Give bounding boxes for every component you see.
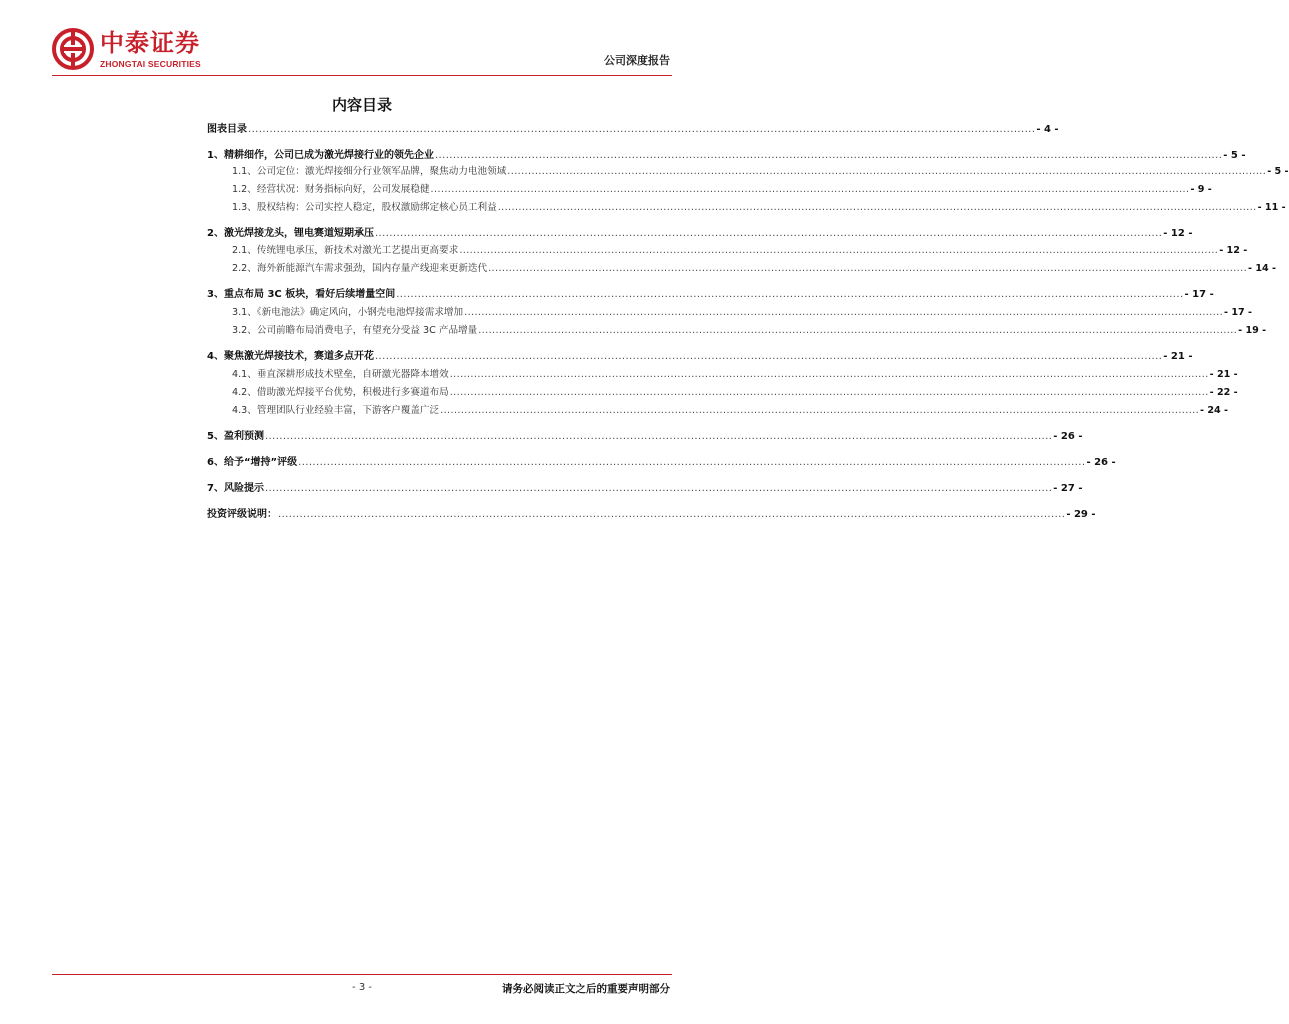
toc-entry[interactable] bbox=[207, 201, 1286, 215]
toc-dot-leader: ............................................................................................................................................................................................................................ bbox=[478, 325, 1238, 336]
toc-entry-page: - 22 - bbox=[1209, 387, 1238, 398]
toc-dot-leader: ............................................................................................................................................................................................................................ bbox=[430, 184, 1190, 195]
toc-entry-page: - 4 - bbox=[1036, 124, 1059, 135]
toc-entry-page: - 26 - bbox=[1086, 457, 1116, 468]
toc-entry-title: 1、精耕细作，公司已成为激光焊接行业的领先企业 bbox=[207, 150, 434, 161]
toc-dot-leader: ............................................................................................................................................................................................................................ bbox=[440, 405, 1200, 416]
zhongtai-logo bbox=[52, 28, 242, 72]
toc-dot-leader: ............................................................................................................................................................................................................................ bbox=[449, 387, 1209, 398]
toc-dot-leader: ............................................................................................................................................................................................................................ bbox=[434, 150, 1223, 161]
toc-entry[interactable] bbox=[207, 288, 1214, 302]
page-number: - 3 - bbox=[352, 982, 372, 993]
toc-entry-title: 1.3、股权结构：公司实控人稳定，股权激励绑定核心员工利益 bbox=[232, 202, 497, 213]
toc-entry-title: 2.1、传统锂电承压，新技术对激光工艺提出更高要求 bbox=[232, 245, 459, 256]
toc-entry-page: - 17 - bbox=[1184, 289, 1214, 300]
toc-entry-page: - 12 - bbox=[1219, 245, 1248, 256]
page-header bbox=[0, 0, 724, 80]
toc-dot-leader: ............................................................................................................................................................................................................................ bbox=[497, 202, 1257, 213]
toc-entry-page: - 26 - bbox=[1053, 431, 1083, 442]
toc-entry-page: - 11 - bbox=[1257, 202, 1286, 213]
logo-chinese-name: 中泰证券 bbox=[100, 29, 200, 57]
toc-entry-title: 2、激光焊接龙头，锂电赛道短期承压 bbox=[207, 228, 374, 239]
toc-entry-page: - 21 - bbox=[1209, 369, 1238, 380]
toc-entry-title: 1.2、经营状况：财务指标向好，公司发展稳健 bbox=[232, 184, 430, 195]
toc-entry-title: 4.1、垂直深耕形成技术壁垒，自研激光器降本增效 bbox=[232, 369, 449, 380]
toc-entry[interactable] bbox=[207, 244, 1248, 258]
toc-entry-title: 4.3、管理团队行业经验丰富，下游客户覆盖广泛 bbox=[232, 405, 440, 416]
toc-entry-title: 3、重点布局 3C 板块，看好后续增量空间 bbox=[207, 289, 396, 300]
toc-dot-leader: ............................................................................................................................................................................................................................ bbox=[449, 369, 1209, 380]
toc-entry[interactable] bbox=[207, 404, 1229, 418]
toc-entry-page: - 29 - bbox=[1066, 509, 1096, 520]
toc-entry[interactable] bbox=[207, 430, 1083, 444]
toc-entry-title: 2.2、海外新能源汽车需求强劲，国内存量产线迎来更新迭代 bbox=[232, 263, 488, 274]
header-divider bbox=[52, 75, 672, 76]
toc-entry-title: 3.1、《新电池法》确定风向，小钢壳电池焊接需求增加 bbox=[232, 307, 464, 318]
toc-entry-title: 3.2、公司前瞻布局消费电子，有望充分受益 3C 产品增量 bbox=[232, 325, 478, 336]
toc-dot-leader: ............................................................................................................................................................................................................................ bbox=[374, 351, 1163, 362]
disclaimer-notice: 请务必阅读正文之后的重要声明部分 bbox=[502, 983, 670, 995]
toc-entry-page: - 27 - bbox=[1053, 483, 1083, 494]
toc-dot-leader: ............................................................................................................................................................................................................................ bbox=[396, 289, 1184, 300]
toc-dot-leader: ............................................................................................................................................................................................................................ bbox=[248, 124, 1036, 135]
footer-divider bbox=[52, 974, 672, 975]
toc-dot-leader: ............................................................................................................................................................................................................................ bbox=[459, 245, 1219, 256]
toc-entry-page: - 14 - bbox=[1248, 263, 1277, 274]
toc-dot-leader: ............................................................................................................................................................................................................................ bbox=[507, 166, 1267, 177]
toc-entry-title: 7、风险提示 bbox=[207, 483, 264, 494]
toc-dot-leader: ............................................................................................................................................................................................................................ bbox=[374, 228, 1163, 239]
toc-entry[interactable] bbox=[207, 350, 1193, 364]
toc-entry-page: - 12 - bbox=[1163, 228, 1193, 239]
toc-entry[interactable] bbox=[207, 456, 1116, 470]
logo-english-name: ZHONGTAI SECURITIES bbox=[100, 59, 201, 69]
toc-entry[interactable] bbox=[207, 508, 1096, 522]
toc-entry[interactable] bbox=[207, 306, 1253, 320]
toc-entry-page: - 21 - bbox=[1163, 351, 1193, 362]
toc-entry-title: 投资评级说明： bbox=[207, 509, 277, 520]
toc-dot-leader: ............................................................................................................................................................................................................................ bbox=[278, 509, 1066, 520]
toc-dot-leader: ............................................................................................................................................................................................................................ bbox=[464, 307, 1224, 318]
toc-entry-title: 6、给予“增持”评级 bbox=[207, 457, 298, 468]
toc-entry[interactable] bbox=[207, 386, 1238, 400]
toc-entry[interactable] bbox=[207, 227, 1193, 241]
toc-dot-leader: ............................................................................................................................................................................................................................ bbox=[264, 431, 1053, 442]
toc-entry[interactable] bbox=[207, 183, 1212, 197]
toc-entry[interactable] bbox=[207, 149, 1246, 163]
toc-entry-title: 4、聚焦激光焊接技术，赛道多点开花 bbox=[207, 351, 374, 362]
toc-entry[interactable] bbox=[207, 324, 1267, 338]
toc-entry-page: - 5 - bbox=[1223, 150, 1246, 161]
toc-dot-leader: ............................................................................................................................................................................................................................ bbox=[488, 263, 1248, 274]
toc-entry-title: 5、盈利预测 bbox=[207, 431, 264, 442]
toc-entry-title: 1.1、公司定位：激光焊接细分行业领军品牌，聚焦动力电池领域 bbox=[232, 166, 507, 177]
toc-entry-page: - 17 - bbox=[1224, 307, 1253, 318]
toc-entry[interactable] bbox=[207, 482, 1083, 496]
toc-entry-title: 图表目录 bbox=[207, 124, 247, 135]
toc-entry-page: - 9 - bbox=[1190, 184, 1212, 195]
toc-dot-leader: ............................................................................................................................................................................................................................ bbox=[298, 457, 1086, 468]
toc-entry-page: - 19 - bbox=[1238, 325, 1267, 336]
toc-entry-title: 4.2、借助激光焊接平台优势，积极进行多赛道布局 bbox=[232, 387, 449, 398]
toc-entry[interactable] bbox=[207, 262, 1277, 276]
toc-entry-page: - 24 - bbox=[1200, 405, 1229, 416]
report-type-label: 公司深度报告 bbox=[604, 54, 670, 67]
toc-entry-page: - 5 - bbox=[1267, 166, 1289, 177]
toc-entry[interactable] bbox=[207, 368, 1238, 382]
toc-title: 内容目录 bbox=[331, 96, 392, 114]
toc-dot-leader: ............................................................................................................................................................................................................................ bbox=[264, 483, 1053, 494]
zhongtai-logo-mark-icon bbox=[52, 28, 94, 70]
toc-entry[interactable] bbox=[207, 165, 1289, 179]
toc-entry[interactable] bbox=[207, 123, 1059, 137]
